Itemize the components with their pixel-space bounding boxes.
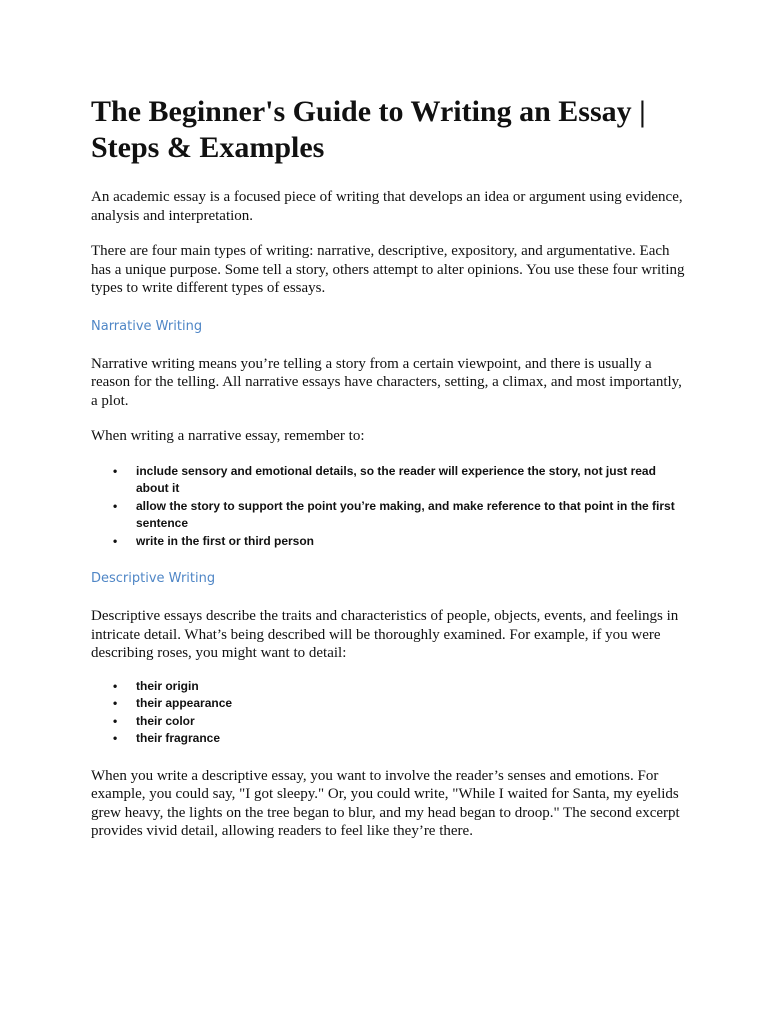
list-item-text: their fragrance — [136, 731, 221, 745]
narrative-lead-in: When writing a narrative essay, remember to: — [91, 428, 365, 444]
document-body — [91, 94, 691, 858]
list-item-text: include sensory and emotional details, so the reader will experience the story, not just read about it — [136, 463, 656, 495]
bullet-icon: • — [113, 498, 118, 513]
list-item-text: write in the first or third person — [136, 533, 315, 548]
section-heading-descriptive: Descriptive Writing — [91, 571, 216, 586]
list-item-text: their color — [136, 713, 195, 728]
bullet-icon: • — [113, 713, 118, 728]
intro-paragraph-1: An academic essay is a focused piece of writing that develops an idea or argument using evidence, analysis and interpretation. — [91, 189, 683, 224]
list-item — [91, 498, 691, 533]
list-item-text: their origin — [136, 678, 199, 693]
list-item — [91, 678, 691, 696]
page-title: The Beginner's Guide to Writing an Essay | Steps & Examples — [91, 95, 646, 164]
bullet-icon: • — [113, 696, 118, 710]
list-item-text: allow the story to support the point you’re making, and make reference to that point in the first sentence — [136, 498, 675, 530]
bullet-icon: • — [113, 678, 118, 693]
narrative-bullet-list — [91, 463, 691, 551]
descriptive-closing-paragraph: When you write a descriptive essay, you want to involve the reader’s senses and emotions. For example, you could say, "I got sleepy." Or, you could write, "While I waited for Santa, my eyelids grew heavy, the lights on the tree began to blur, and my head began to droop." The second excerpt provides vivid detail, allowing readers to feel like they’re there. — [91, 767, 680, 839]
list-item — [91, 463, 691, 498]
bullet-icon: • — [113, 533, 118, 548]
descriptive-bullet-list — [91, 678, 691, 748]
bullet-icon: • — [113, 731, 118, 745]
list-item — [91, 533, 691, 551]
list-item — [91, 695, 691, 713]
bullet-icon: • — [113, 463, 118, 478]
intro-paragraph-2: There are four main types of writing: narrative, descriptive, expository, and argumentative. Each has a unique purpose. Some tell a story, others attempt to alter opinions. You use these four writing types to write different types of essays. — [91, 243, 685, 296]
list-item — [91, 730, 691, 748]
section-heading-narrative: Narrative Writing — [91, 318, 203, 334]
list-item — [91, 713, 691, 731]
narrative-paragraph: Narrative writing means you’re telling a story from a certain viewpoint, and there is usually a reason for the telling. All narrative essays have characters, setting, a climax, and most importantly, a plot. — [91, 355, 682, 409]
list-item-text: their appearance — [136, 696, 233, 710]
descriptive-paragraph: Descriptive essays describe the traits and characteristics of people, objects, events, and feelings in intricate detail. What’s being described will be thoroughly examined. For example, if you were describing roses, you might want to detail: — [91, 608, 679, 661]
